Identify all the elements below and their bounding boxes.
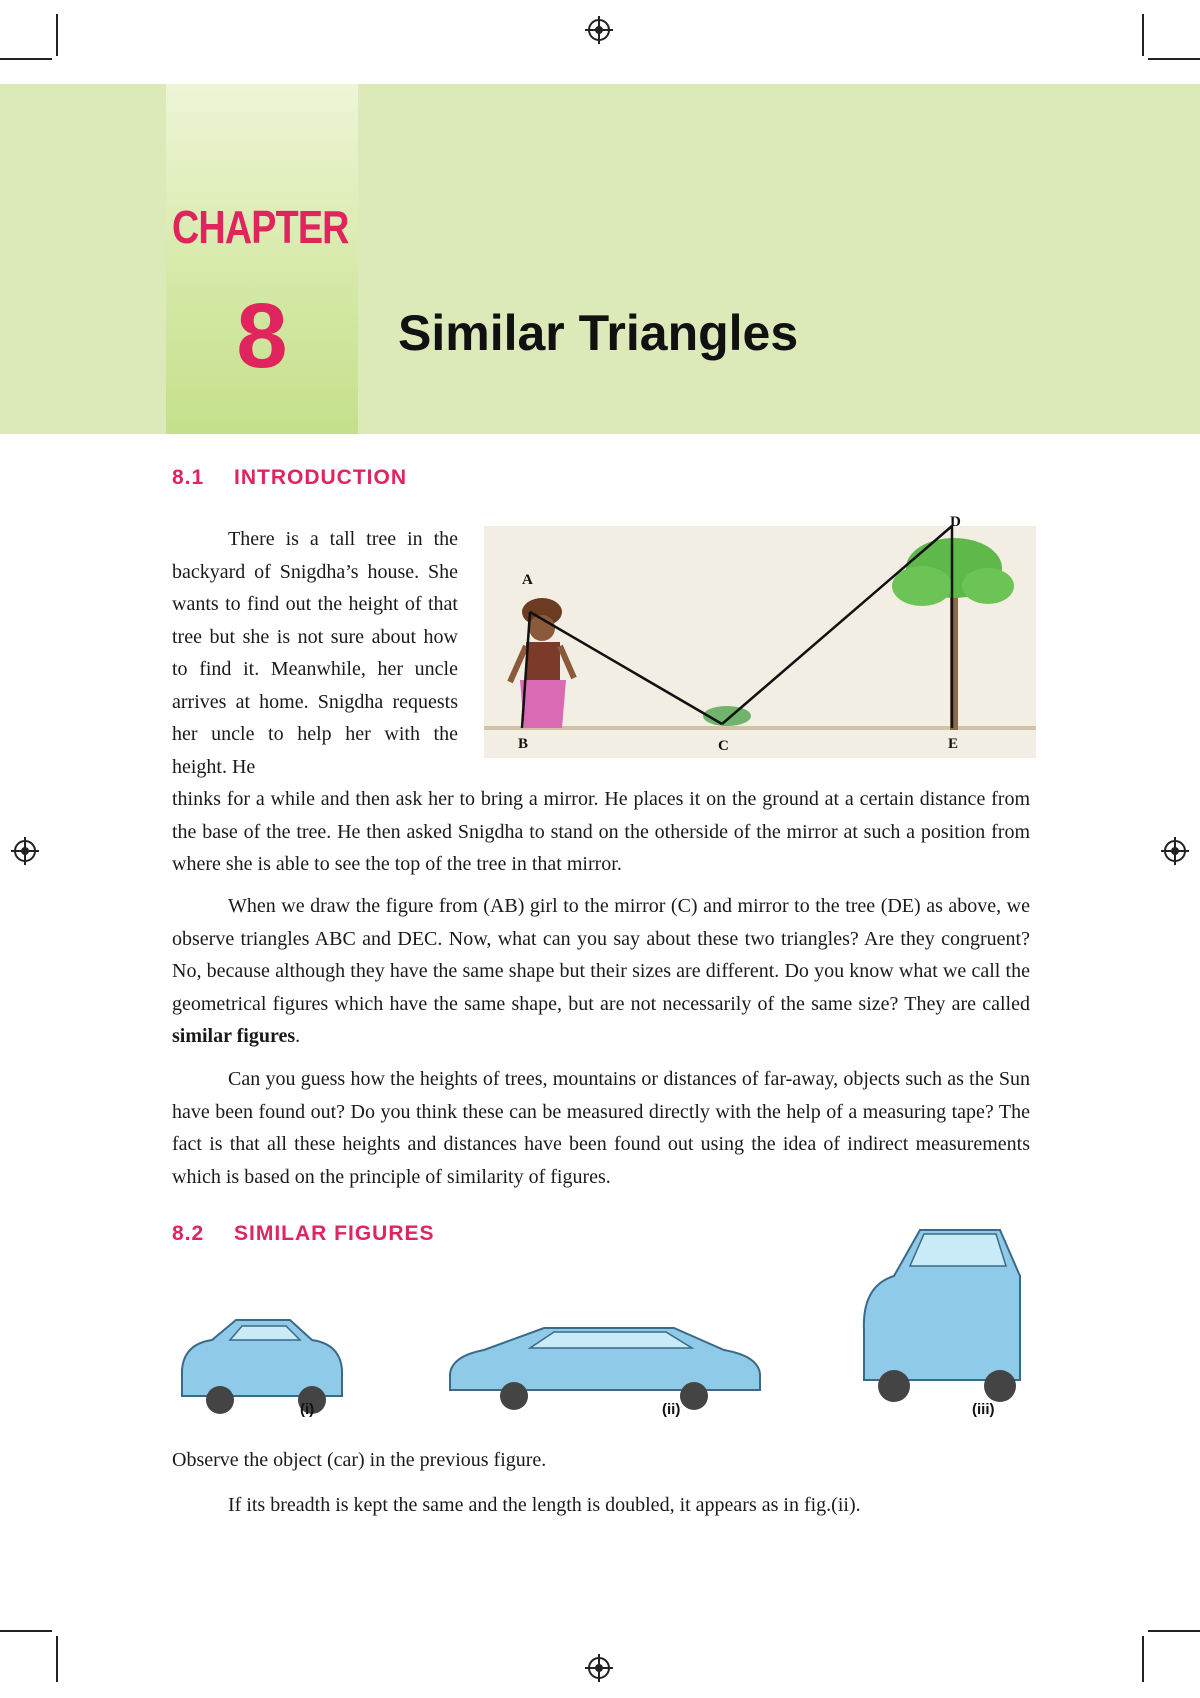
car-figure-tall	[850, 1210, 1030, 1420]
section-heading-similar-figures	[172, 1222, 435, 1246]
section-number: 8.2	[172, 1222, 205, 1245]
point-label-d: D	[950, 514, 961, 530]
car-figure-small	[172, 1300, 352, 1420]
intro-paragraph-wrapped: There is a tall tree in the backyard of Snigdha’s house. She wants to find out the height of that tree but she is not sure about how to find it. Meanwhile, her uncle arrives at home. Snigdha requests her uncle to help her with the height. He	[172, 528, 458, 778]
section-title: SIMILAR FIGURES	[234, 1222, 435, 1245]
crop-mark-bottom-left-v	[56, 1636, 58, 1682]
point-label-b: B	[518, 736, 529, 752]
breadth-length-paragraph: If its breadth is kept the same and the length is doubled, it appears as in fig.(ii).	[228, 1494, 861, 1516]
similar-figures-paragraph: When we draw the figure from (AB) girl to the mirror (C) and mirror to the tree (DE) as above, we observe triangles ABC and DEC. Now, what can you say about these two triangles? Are they congruent? No, because although they have the same shape but their sizes are different. Do you know what we call the geometrical figures which have the same shape, but are not necessarily of the same size? They are called similar figures.	[172, 895, 1030, 1047]
section-title: INTRODUCTION	[234, 466, 407, 489]
registration-mark-left	[14, 840, 36, 862]
section-heading-introduction	[172, 466, 407, 490]
crop-mark-top-right-v	[1142, 14, 1144, 56]
indirect-measurement-paragraph: Can you guess how the heights of trees, mountains or distances of far-away, objects such as the Sun have been found out? Do you think these can be measured directly with the help of a measuring tape? The fact is that all these heights and distances have been found out using the idea of indirect measurements which is based on the principle of similarity of figures.	[172, 1068, 1030, 1188]
point-label-a: A	[522, 572, 533, 588]
similar-figures-term: similar figures	[172, 1025, 296, 1047]
car-label-i: (i)	[300, 1401, 315, 1418]
crop-mark-bottom-left-h	[0, 1630, 52, 1632]
car-figure-long	[444, 1300, 764, 1420]
observe-car-paragraph: Observe the object (car) in the previous figure.	[172, 1449, 547, 1471]
section-number: 8.1	[172, 466, 205, 489]
crop-mark-top-right-h	[1148, 58, 1200, 60]
crop-mark-bottom-right-v	[1142, 1636, 1144, 1682]
car-label-ii: (ii)	[662, 1401, 681, 1418]
registration-mark-right	[1164, 840, 1186, 862]
chapter-number: 8	[236, 285, 288, 387]
chapter-label: CHAPTER	[172, 201, 349, 253]
registration-mark-bottom	[588, 1657, 610, 1679]
point-label-c: C	[718, 738, 729, 754]
registration-mark-top	[588, 19, 610, 41]
crop-mark-bottom-right-h	[1148, 1630, 1200, 1632]
crop-mark-top-left-v	[56, 14, 58, 56]
car-label-iii: (iii)	[972, 1401, 995, 1418]
intro-paragraph-continuation: thinks for a while and then ask her to bring a mirror. He places it on the ground at a certain distance from the base of the tree. He then asked Snigdha to stand on the otherside of the mirror at such a position from where she is able to see the top of the tree in that mirror.	[172, 788, 1030, 875]
point-label-e: E	[948, 736, 959, 752]
crop-mark-top-left-h	[0, 58, 52, 60]
chapter-title: Similar Triangles	[398, 305, 799, 361]
mirror-triangle-figure	[482, 506, 1038, 764]
